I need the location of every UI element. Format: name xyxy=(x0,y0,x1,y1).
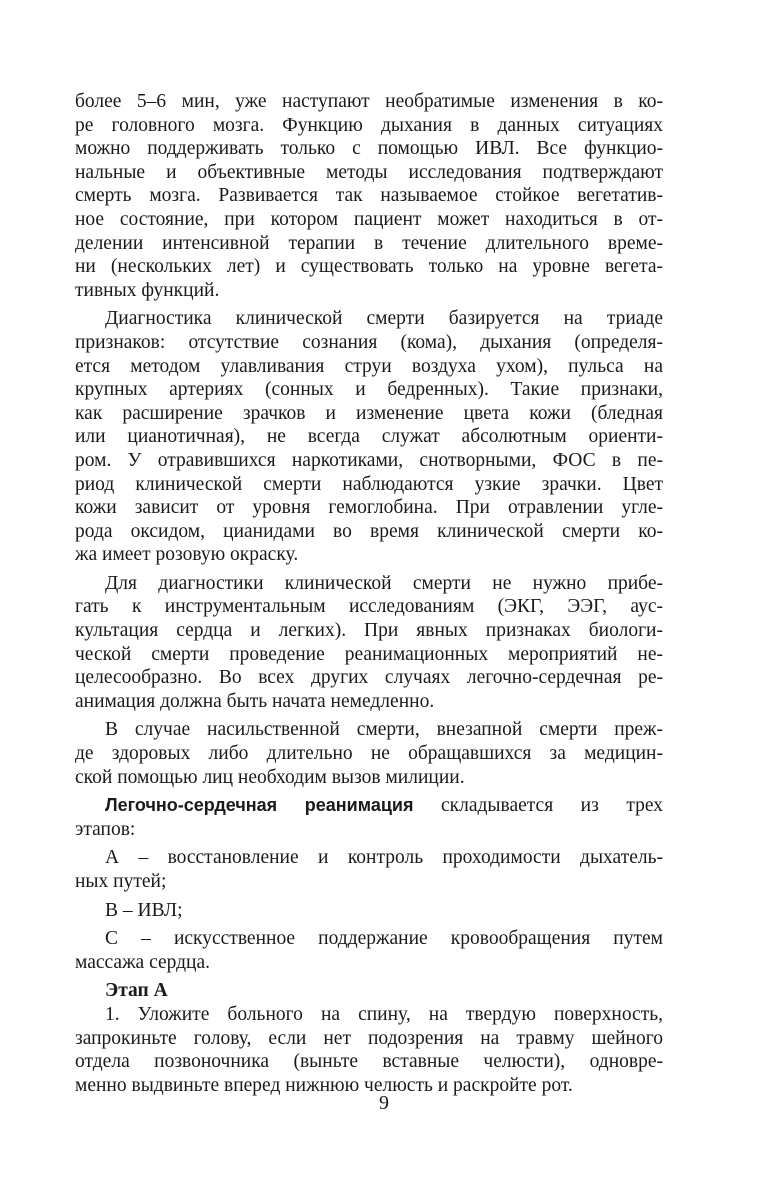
list-item xyxy=(75,927,663,974)
text-line: ни (нескольких лет) и существовать только на уровне вегета- xyxy=(75,256,663,278)
paragraph xyxy=(75,572,663,714)
text-line: ческой смерти проведение реанимационных мероприятий не- xyxy=(75,643,663,665)
paragraph xyxy=(75,90,663,302)
paragraph xyxy=(75,307,663,567)
text-line: ных путей; xyxy=(75,871,167,892)
text-line: С – искусственное поддержание кровообращения путем xyxy=(105,928,663,950)
list-item xyxy=(75,899,663,923)
text-line: де здоровых либо длительно не обращавшихся за медицин- xyxy=(75,743,663,765)
text-line: культация сердца и легких). При явных признаках биологи- xyxy=(75,620,663,642)
text-line: отдела позвоночника (выньте вставные челюсти), одновре- xyxy=(75,1051,663,1073)
text-line: запрокиньте голову, если нет подозрения на травму шейного xyxy=(75,1027,663,1049)
text-line: ное состояние, при котором пациент может находиться в от- xyxy=(75,208,663,230)
text-line: анимация должна быть начата немедленно. xyxy=(75,690,435,712)
text-line: ре головного мозга. Функцию дыхания в данных ситуациях xyxy=(75,114,663,136)
paragraph xyxy=(75,718,663,789)
text-line: риод клинической смерти наблюдаются узкие зрачки. Цвет xyxy=(75,473,663,495)
paragraph xyxy=(75,1003,663,1097)
text-line: А – восстановление и контроль проходимости дыхатель- xyxy=(105,847,663,869)
text-line: или цианотичная), не всегда служат абсолютным ориенти- xyxy=(75,426,663,448)
text-line: крупных артериях (сонных и бедренных). Такие признаки, xyxy=(75,379,663,401)
text-line: ется методом улавливания струи воздуха ухом), пульса на xyxy=(75,355,663,377)
text-line: кожи зависит от уровня гемоглобина. При отравлении угле- xyxy=(75,497,663,519)
text-line: смерть мозга. Развивается так называемое стойкое вегетатив- xyxy=(75,185,663,207)
page-body xyxy=(75,90,663,1097)
list-item xyxy=(75,846,663,893)
text-line xyxy=(75,794,663,818)
text-line: менно выдвиньте вперед нижнюю челюсть и раскройте рот. xyxy=(75,1074,573,1096)
bold-term: Легочно-сердечная реанимация xyxy=(105,795,414,816)
text-line: рода оксидом, цианидами во время клинической смерти ко- xyxy=(75,520,663,542)
text-line: гать к инструментальным исследованиям (ЭКГ, ЭЭГ, аус- xyxy=(75,596,663,618)
text-line: более 5–6 мин, уже наступают необратимые изменения в ко- xyxy=(75,91,663,112)
text-run: складывается из трех xyxy=(413,795,663,817)
text-line: делении интенсивной терапии в течение длительного време- xyxy=(75,232,663,254)
paragraph xyxy=(75,794,663,841)
text-line: Диагностика клинической смерти базируется на триаде xyxy=(105,308,663,330)
text-line: жа имеет розовую окраску. xyxy=(75,544,299,566)
text-line: можно поддерживать только с помощью ИВЛ. Все функцио- xyxy=(75,138,663,160)
text-line: как расширение зрачков и изменение цвета кожи (бледная xyxy=(75,402,663,424)
text-line: 1. Уложите больного на спину, на твердую поверхность, xyxy=(105,1003,663,1025)
text-line: В случае насильственной смерти, внезапной смерти преж- xyxy=(105,719,663,741)
section-heading: Этап А xyxy=(105,980,168,1002)
text-line: ской помощью лиц необходим вызов милиции. xyxy=(75,766,465,788)
text-line: ром. У отравившихся наркотиками, снотворными, ФОС в пе- xyxy=(75,449,663,471)
text-line: Для диагностики клинической смерти не нужно прибе- xyxy=(105,572,663,594)
text-line: В – ИВЛ; xyxy=(105,899,183,921)
text-line: тивных функций. xyxy=(75,279,220,301)
text-line: признаков: отсутствие сознания (кома), дыхания (определя- xyxy=(75,331,663,353)
page-number: 9 xyxy=(379,1092,389,1114)
text-line: нальные и объективные методы исследования подтверждают xyxy=(75,161,663,183)
text-line: этапов: xyxy=(75,818,136,840)
text-line: целесообразно. Во всех других случаях легочно-сердечная ре- xyxy=(75,667,663,689)
text-line: массажа сердца. xyxy=(75,951,210,973)
